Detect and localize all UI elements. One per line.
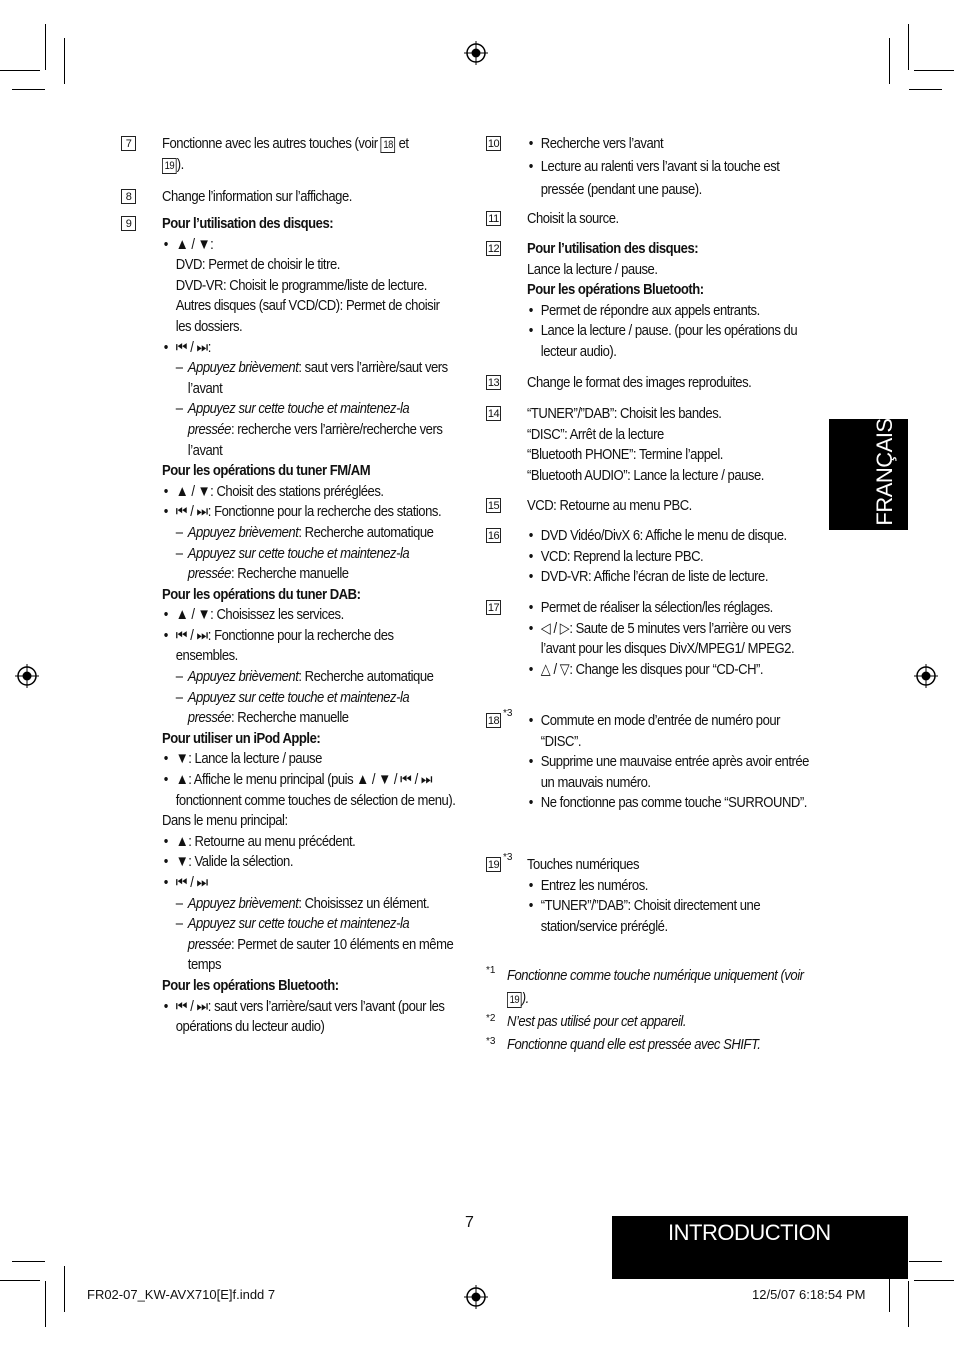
language-tab-label: FRANÇAIS xyxy=(872,418,897,526)
list-item: • ⏮ / ⏭: Fonctionne pour la recherche des ensembles. xyxy=(162,626,456,667)
list-item: • DVD Vidéo/DivX 6: Affiche le menu de disque. xyxy=(527,526,819,547)
item-number: 9 xyxy=(121,216,136,231)
heading-bluetooth: Pour les opérations Bluetooth: xyxy=(527,281,704,299)
crop-mark xyxy=(914,1280,954,1281)
list-item: • “TUNER”/”DAB”: Choisit directement une station/service préréglé. xyxy=(527,896,819,937)
sub-item: – Appuyez brièvement: Recherche automatique xyxy=(176,523,456,544)
footnote-text: N’est pas utilisé pour cet appareil. xyxy=(507,1013,687,1030)
ref-number: 19 xyxy=(507,992,522,1008)
crop-mark xyxy=(0,1280,40,1281)
section-label: INTRODUCTION xyxy=(668,1220,831,1245)
list-item: • ▲ / ▼: Choisissez les services. xyxy=(162,605,456,626)
item-19-text: Touches numériques • Entrez les numéros. • “TUNER”/”DAB”: Choisit directement une station/service préréglé. xyxy=(527,855,819,937)
sub-item: – Appuyez sur cette touche et maintenez-la pressée: recherche vers l’arrière/recherche vers l’avant xyxy=(176,399,456,461)
list-item: • ▲: Affiche le menu principal (puis ▲ / ▼ / ⏮ / ⏭ fonctionnent comme touches de sélection de menu). xyxy=(162,770,456,811)
sub-item: – Appuyez brièvement: saut vers l’arrière/saut vers l’avant xyxy=(176,358,456,399)
item-14-text: “TUNER”/”DAB”: Choisit les bandes. “DISC”: Arrêt de la lecture “Bluetooth PHONE”: Termine l’appel. “Bluetooth AUDIO”: Lance la lecture / pause. xyxy=(527,405,764,484)
registration-mark xyxy=(15,664,39,688)
crop-mark xyxy=(908,24,909,70)
sub-item: – Appuyez brièvement: Choisissez un élément. xyxy=(176,894,456,915)
item-9-text xyxy=(162,214,456,1038)
sub-item: – Appuyez sur cette touche et maintenez-la pressée: Permet de sauter 10 éléments en même temps xyxy=(176,914,456,976)
heading-fm: Pour les opérations du tuner FM/AM xyxy=(162,462,371,480)
item-10-text xyxy=(527,134,819,201)
item-12-text xyxy=(527,239,819,363)
ref-number: 19 xyxy=(162,158,177,174)
list-item: • ⏮ / ⏭: xyxy=(162,338,456,359)
list-item: • ⏮ / ⏭: Fonctionne pour la recherche des stations. xyxy=(162,502,456,523)
list-item: • ▼: Lance la lecture / pause xyxy=(162,749,456,770)
list-item: • ⏮ / ⏭ xyxy=(162,873,456,894)
heading-disc: Pour l’utilisation des disques: xyxy=(162,215,334,232)
item-number: 7 xyxy=(121,136,136,151)
footer-file: FR02-07_KW-AVX710[E]f.indd 7 xyxy=(87,1287,276,1302)
item-number: 13 xyxy=(487,377,500,389)
item-17-text xyxy=(527,598,819,680)
language-tab xyxy=(829,419,908,530)
list-item: • Recherche vers l’avant xyxy=(527,134,819,155)
footnote-text: Fonctionne comme touche numérique uniquement (voir 19 ). xyxy=(507,967,804,1007)
list-item: • ▲ / ▼: Choisit des stations préréglées. xyxy=(162,482,456,503)
sub-item: – Appuyez sur cette touche et maintenez-la pressée: Recherche manuelle xyxy=(176,544,456,585)
item-18-text xyxy=(527,711,819,814)
crop-mark xyxy=(64,38,65,84)
footnote-mark: *3 xyxy=(503,852,513,863)
list-item: • △ / ▽: Change les disques pour “CD-CH”. xyxy=(527,660,819,681)
list-item: • DVD-VR: Affiche l’écran de liste de lecture. xyxy=(527,567,819,588)
item-number: 14 xyxy=(487,408,500,420)
sub-item: – Appuyez brièvement: Recherche automatique xyxy=(176,667,456,688)
item-number: 10 xyxy=(487,138,500,150)
heading-ipod: Pour utiliser un iPod Apple: xyxy=(162,729,321,747)
heading-dab: Pour les opérations du tuner DAB: xyxy=(162,585,361,603)
crop-mark xyxy=(889,38,890,84)
heading-bluetooth: Pour les opérations Bluetooth: xyxy=(162,976,339,994)
paragraph: Lance la lecture / pause. xyxy=(527,260,658,278)
footnote-mark: *3 xyxy=(486,1036,496,1047)
list-item: DVD-VR: Choisit le programme/liste de lecture. xyxy=(175,276,427,294)
crop-mark xyxy=(64,1266,65,1312)
footnote-text: Fonctionne quand elle est pressée avec SHIFT. xyxy=(507,1036,761,1053)
crop-mark xyxy=(0,70,40,71)
list-item: • VCD: Reprend la lecture PBC. xyxy=(527,547,819,568)
list-item: • Entrez les numéros. xyxy=(527,876,819,897)
crop-mark xyxy=(909,1261,942,1262)
list-item: • Ne fonctionne pas comme touche “SURROUND”. xyxy=(527,793,819,814)
list-item: • ▲ / ▼: xyxy=(162,235,456,256)
item-number: 8 xyxy=(121,189,136,204)
footer-datetime: 12/5/07 6:18:54 PM xyxy=(752,1287,866,1302)
list-item: • Permet de répondre aux appels entrants. xyxy=(527,301,819,322)
crop-mark xyxy=(908,1281,909,1327)
footnote-mark: *2 xyxy=(486,1013,496,1024)
footnote-mark: *1 xyxy=(486,965,496,976)
list-item: Autres disques (sauf VCD/CD): Permet de choisir les dossiers. xyxy=(175,297,440,335)
registration-mark xyxy=(464,41,488,65)
item-number: 16 xyxy=(487,530,500,542)
ref-number: 18 xyxy=(381,137,396,153)
item-number: 18 xyxy=(487,715,500,727)
item-7-text: Fonctionne avec les autres touches (voir 18 et 19 ). xyxy=(162,135,409,173)
list-item: • ▲: Retourne au menu précédent. xyxy=(162,832,456,853)
crop-mark xyxy=(45,24,46,70)
registration-mark xyxy=(914,664,938,688)
list-item: • ▼: Valide la sélection. xyxy=(162,852,456,873)
list-item: • Supprime une mauvaise entrée après avoir entrée un mauvais numéro. xyxy=(527,752,819,793)
list-item: • Permet de réaliser la sélection/les réglages. xyxy=(527,598,819,619)
list-item: • ◁ / ▷: Saute de 5 minutes vers l’arrière ou vers l’avant pour les disques DivX/MPEG1/ MPEG2. xyxy=(527,619,819,660)
crop-mark xyxy=(45,1281,46,1327)
heading-disc: Pour l’utilisation des disques: xyxy=(527,240,699,257)
item-number: 12 xyxy=(487,243,500,255)
crop-mark xyxy=(12,89,45,90)
item-16-text xyxy=(527,526,819,588)
list-item: DVD: Permet de choisir le titre. xyxy=(175,256,340,274)
item-13-text: Change le format des images reproduites. xyxy=(527,374,752,391)
list-item: • Lance la lecture / pause. (pour les opérations du lecteur audio). xyxy=(527,321,819,362)
item-number: 17 xyxy=(487,602,500,614)
list-item: • ⏮ / ⏭: saut vers l’arrière/saut vers l’avant (pour les opérations du lecteur audio) xyxy=(162,997,456,1038)
crop-mark xyxy=(12,1261,45,1262)
section-bar xyxy=(612,1216,908,1279)
list-item: • Commute en mode d’entrée de numéro pour “DISC”. xyxy=(527,711,819,752)
item-8-text: Change l’information sur l’affichage. xyxy=(162,188,352,205)
paragraph: Dans le menu principal: xyxy=(162,812,288,830)
item-number: 15 xyxy=(487,500,500,512)
registration-mark xyxy=(464,1285,488,1309)
crop-mark xyxy=(909,89,942,90)
crop-mark xyxy=(914,70,954,71)
list-item: • Lecture au ralenti vers l’avant si la touche est pressée (pendant une pause). xyxy=(527,155,819,201)
sub-item: – Appuyez sur cette touche et maintenez-la pressée: Recherche manuelle xyxy=(176,688,456,729)
item-15-text: VCD: Retourne au menu PBC. xyxy=(527,497,692,514)
page-number: 7 xyxy=(465,1214,474,1231)
item-number: 11 xyxy=(486,211,501,226)
item-11-text: Choisit la source. xyxy=(527,210,619,227)
footnote-mark: *3 xyxy=(503,708,513,719)
item-number: 19 xyxy=(487,859,500,871)
